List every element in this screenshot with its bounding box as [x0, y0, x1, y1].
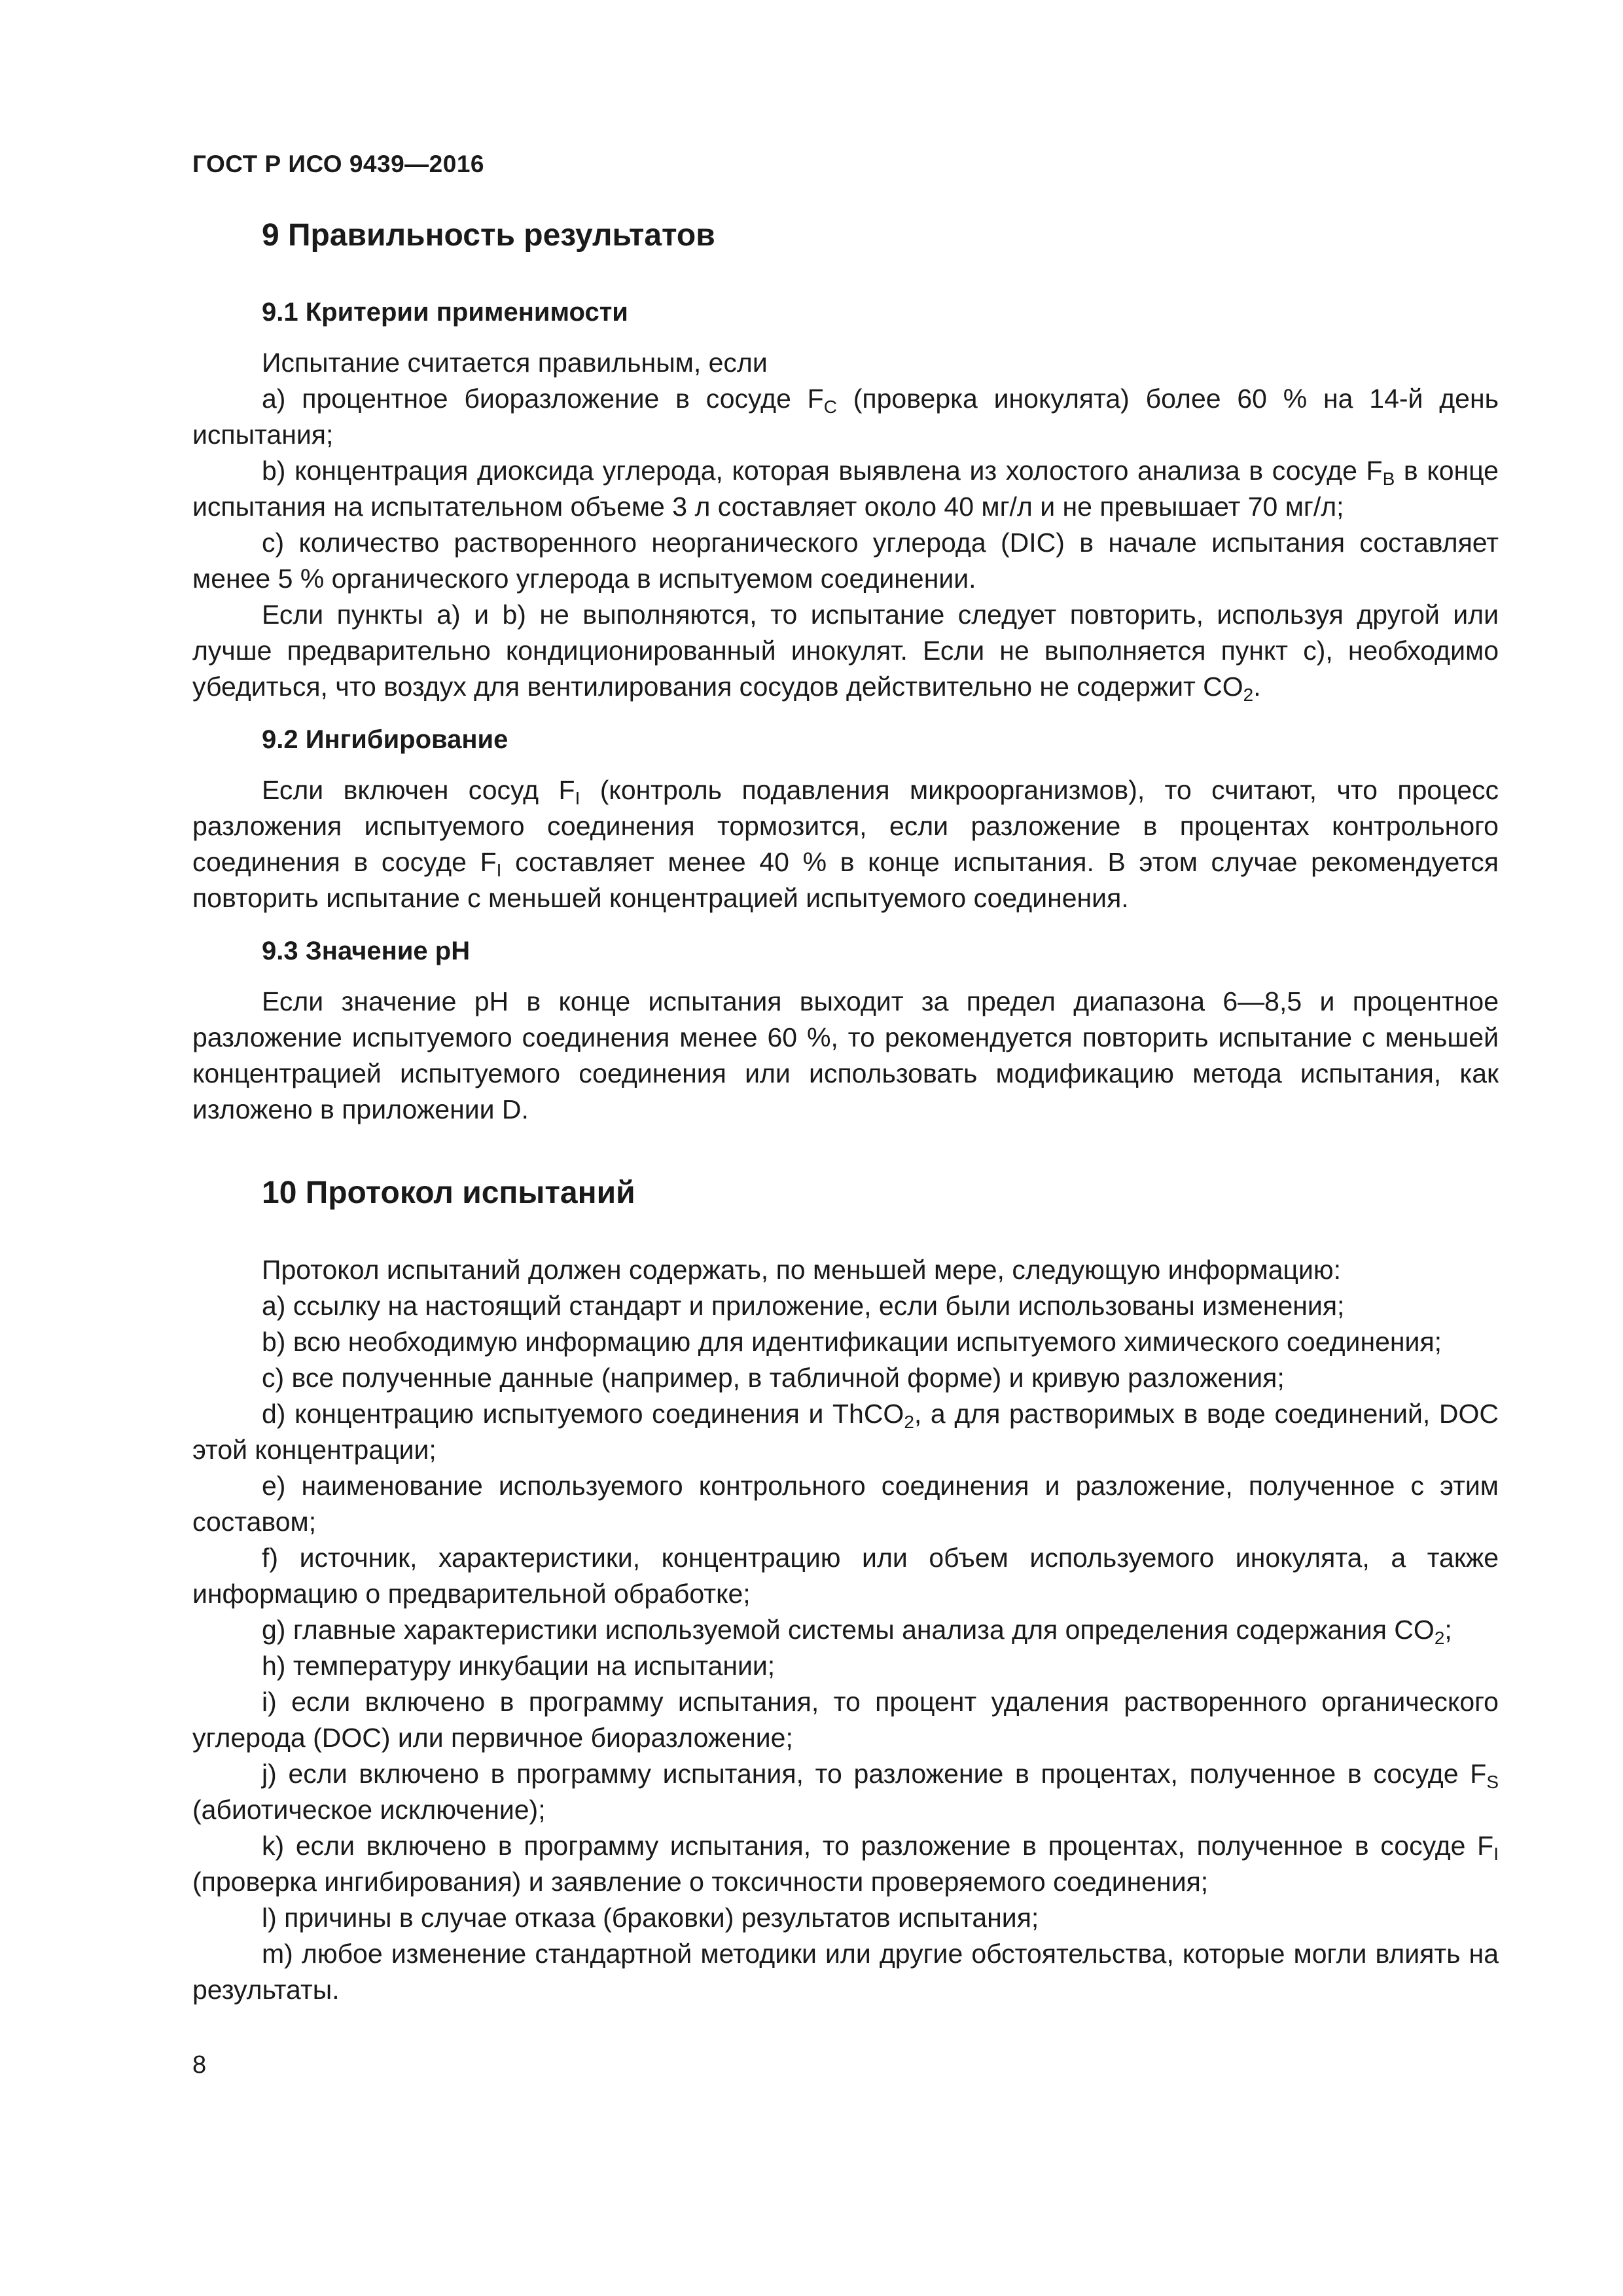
paragraph: Если значение pH в конце испытания выходит за предел диапазона 6—8,5 и процентное разложение испытуемого соединения менее 60 %, то рекомендуется повторить испытание с меньшей концентрацией испытуемого соединения или использовать модификацию метода испытания, как изложено в приложении D. [192, 986, 1499, 1124]
paragraph: a) процентное биоразложение в сосуде $F_C$ (проверка инокулята) более 60 % на 14-й день испытания; [192, 384, 1499, 450]
document-code-header: ГОСТ Р ИСО 9439—2016 [192, 151, 484, 177]
list-item: j) если включено в программу испытания, то разложение в процентах, полученное в сосуде $F_S$ (абиотическое исключение); [192, 1759, 1499, 1825]
subsection-9-1 [192, 295, 1499, 705]
list-item: a) ссылку на настоящий стандарт и приложение, если были использованы изменения; [262, 1291, 1345, 1321]
list-item: i) если включено в программу испытания, то процент удаления растворенного органического углерода (DOC) или первичное биоразложение; [192, 1687, 1499, 1753]
subsection-9-3 [192, 933, 1499, 1128]
list-item: h) температуру инкубации на испытании; [262, 1651, 776, 1681]
paragraph: Если включен сосуд $F_I$ (контроль подавления микроорганизмов), то считают, что процесс разложения испытуемого соединения тормозится, если разложение в процентах контрольного соединения в сосуде $F_I$ составляет менее 40 % в конце испытания. В этом случае рекомендуется повторить испытание с меньшей концентрацией испытуемого соединения. [192, 775, 1499, 913]
subsection-9-2-title: 9.2 Ингибирование [262, 725, 508, 754]
list-item: m) любое изменение стандартной методики или другие обстоятельства, которые могли влиять на результаты. [192, 1939, 1499, 2005]
list-item: c) все полученные данные (например, в табличной форме) и кривую разложения; [262, 1363, 1285, 1393]
paragraph: Если пункты a) и b) не выполняются, то испытание следует повторить, используя другой или лучше предварительно кондиционированный инокулят. Если не выполняется пункт c), необходимо убедиться, что воздух для вентилирования сосудов действительно не содержит $CO_2$. [192, 600, 1499, 705]
paragraph: c) количество растворенного неорганического углерода (DIC) в начале испытания составляет менее 5 % органического углерода в испытуемом соединении. [192, 528, 1499, 594]
paragraph: Испытание считается правильным, если [262, 348, 768, 378]
section-10-body [192, 1252, 1499, 2008]
list-item: e) наименование используемого контрольного соединения и разложение, полученное с этим составом; [192, 1471, 1499, 1537]
section-10-title: 10 Протокол испытаний [262, 1175, 635, 1210]
list-item: b) всю необходимую информацию для идентификации испытуемого химического соединения; [262, 1327, 1442, 1357]
subsection-9-2 [192, 722, 1499, 916]
subsection-9-1-title: 9.1 Критерии применимости [262, 298, 628, 327]
page-number: 8 [192, 2051, 207, 2079]
section-9-title: 9 Правильность результатов [262, 218, 715, 253]
list-item: d) концентрацию испытуемого соединения и ThCO$_2$, а для растворимых в воде соединений, DOC этой концентрации; [192, 1399, 1499, 1465]
paragraph: b) концентрация диоксида углерода, которая выявлена из холостого анализа в сосуде $F_B$ в конце испытания на испытательном объеме 3 л составляет около 40 мг/л и не превышает 70 мг/л; [192, 456, 1499, 522]
paragraph: Протокол испытаний должен содержать, по меньшей мере, следующую информацию: [262, 1255, 1342, 1285]
list-item: g) главные характеристики используемой системы анализа для определения содержания $CO_2$; [262, 1615, 1452, 1648]
subsection-9-3-title: 9.3 Значение pH [262, 937, 471, 965]
list-item: l) причины в случае отказа (браковки) результатов испытания; [262, 1903, 1039, 1933]
document-body [192, 216, 1499, 2008]
list-item: k) если включено в программу испытания, то разложение в процентах, полученное в сосуде $F_I$ (проверка ингибирования) и заявление о токсичности проверяемого соединения; [192, 1831, 1499, 1897]
list-item: f) источник, характеристики, концентрацию или объем используемого инокулята, а также информацию о предварительной обработке; [192, 1543, 1499, 1609]
